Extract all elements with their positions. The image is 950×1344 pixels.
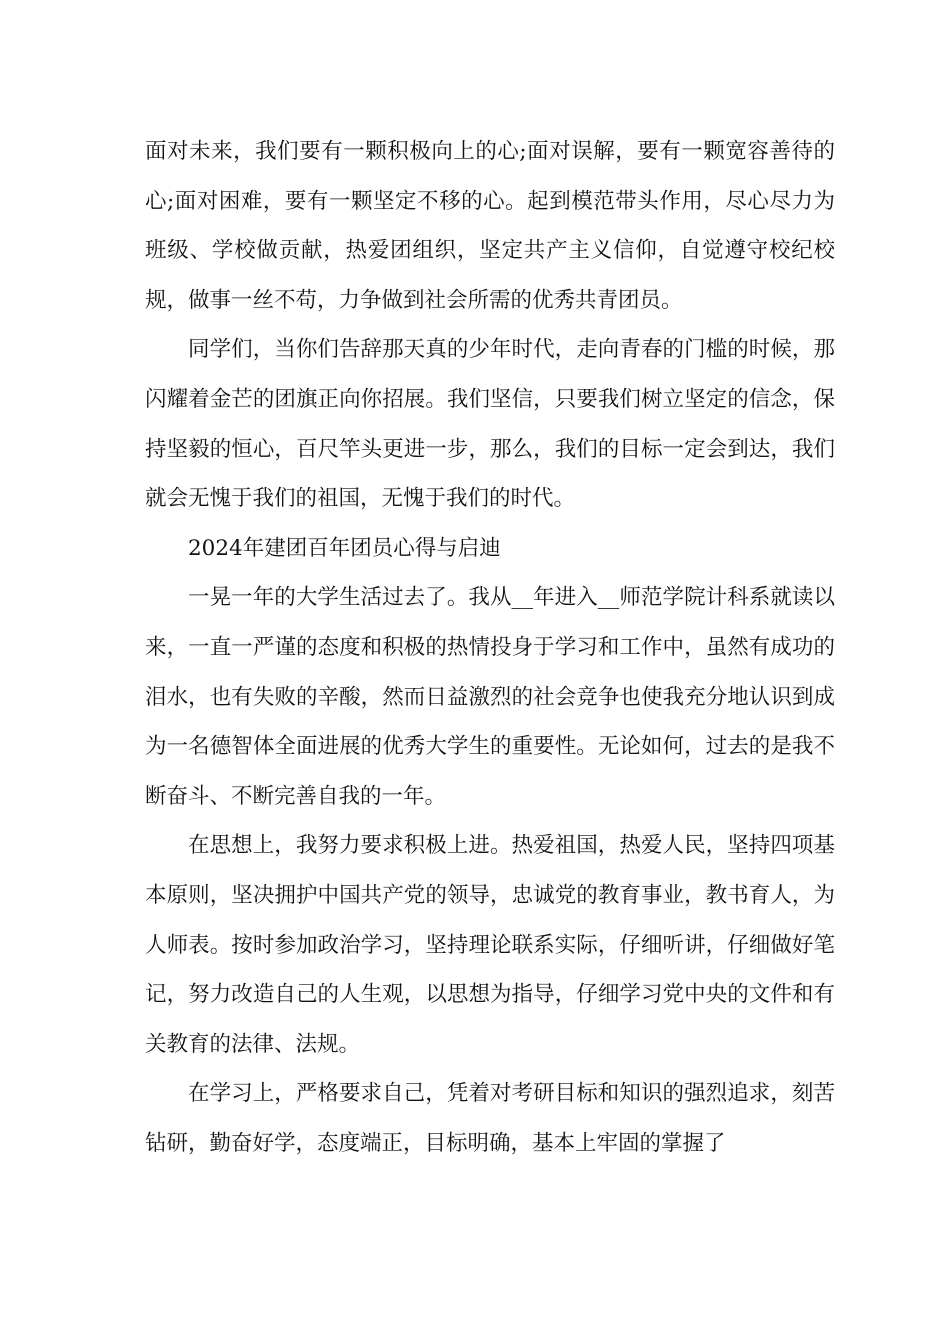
paragraph-ideology: 在思想上，我努力要求积极上进。热爱祖国，热爱人民，坚持四项基本原则，坚决拥护中国共产党的领导，忠诚党的教育事业，教书育人，为人师表。按时参加政治学习，坚持理论联系实际，仔细听讲，仔细做好笔记，努力改造自己的人生观，以思想为指导，仔细学习党中央的文件和有关教育的法律、法规。 (145, 833, 835, 1057)
paragraph-classmates: 同学们，当你们告辞那天真的少年时代，走向青春的门槛的时候，那闪耀着金芒的团旗正向你招展。我们坚信，只要我们树立坚定的信念，保持坚毅的恒心，百尺竿头更进一步，那么，我们的目标一定会到达，我们就会无愧于我们的祖国，无愧于我们的时代。 (145, 337, 835, 512)
paragraph-study: 在学习上，严格要求自己，凭着对考研目标和知识的强烈追求，刻苦钻研，勤奋好学，态度端正，目标明确，基本上牢固的掌握了 (145, 1081, 835, 1156)
paragraph-continuation: 面对未来，我们要有一颗积极向上的心;面对误解，要有一颗宽容善待的心;面对困难，要有一颗坚定不移的心。起到模范带头作用，尽心尽力为班级、学校做贡献，热爱团组织，坚定共产主义信仰，自觉遵守校纪校规，做事一丝不苟，力争做到社会所需的优秀共青团员。 (145, 139, 835, 313)
document-body (145, 127, 835, 1168)
section-heading: 2024年建团百年团员心得与启迪 (188, 535, 501, 561)
paragraph-university-life: 一晃一年的大学生活过去了。我从__年进入__师范学院计科系就读以来，一直一严谨的态度和积极的热情投身于学习和工作中，虽然有成功的泪水，也有失败的辛酸，然而日益激烈的社会竞争也使我充分地认识到成为一名德智体全面进展的优秀大学生的重要性。无论如何，过去的是我不断奋斗、不断完善自我的一年。 (145, 585, 835, 809)
